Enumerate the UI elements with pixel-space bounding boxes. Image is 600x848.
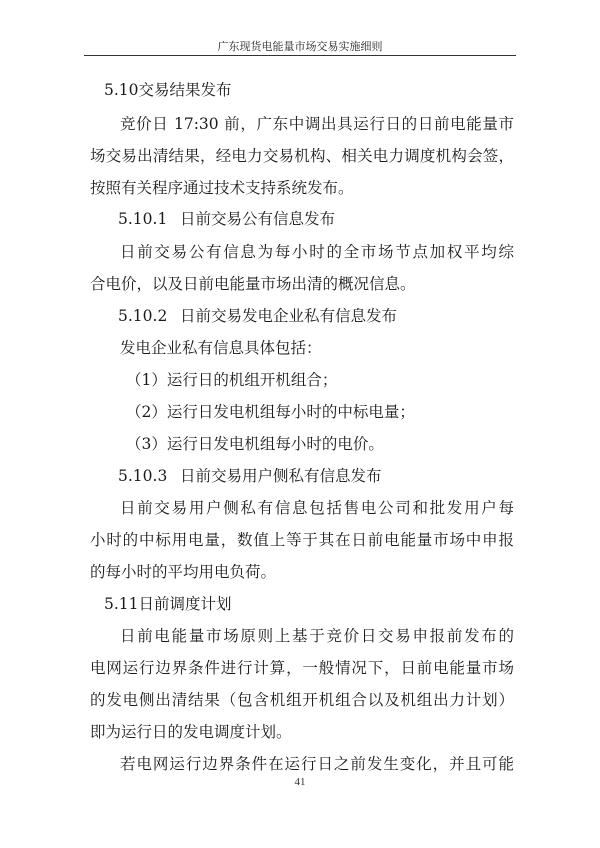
- paragraph-line: 发电企业私有信息具体包括：: [120, 339, 322, 357]
- paragraph-line: 日前交易用户侧私有信息包括售电公司和批发用户每: [120, 499, 514, 517]
- paragraph-line: 场交易出清结果，经电力交易机构、相关电力调度机构会签，: [90, 147, 514, 165]
- paragraph-line: 若电网运行边界条件在运行日之前发生变化，并且可能: [120, 755, 514, 773]
- paragraph-line: 电网运行边界条件进行计算，一般情况下，日前电能量市场: [90, 659, 514, 677]
- subsection-heading-5-10-3: [118, 466, 382, 486]
- header-title: 广东现货电能量市场交易实施细则: [217, 40, 383, 53]
- paragraph-line: 按照有关程序通过技术支持系统发布。: [90, 179, 354, 197]
- subsection-number: 5.10.3: [118, 467, 168, 485]
- subsection-number: 5.10.1: [118, 210, 168, 228]
- paragraph-line: 竞价日 17:30 前，广东中调出具运行日的日前电能量市: [120, 115, 514, 133]
- list-item: （1）运行日的机组开机组合；: [126, 371, 338, 389]
- section-heading-5-11: 5.11日前调度计划: [104, 595, 232, 613]
- paragraph-line: 的每小时的平均用电负荷。: [90, 563, 277, 581]
- subsection-number: 5.10.2: [118, 307, 168, 325]
- subsection-heading-5-10-1: [118, 209, 335, 229]
- subsection-heading-5-10-2: [118, 306, 397, 326]
- list-item: （3）运行日发电机组每小时的电价。: [126, 435, 384, 453]
- subsection-title: 日前交易公有信息发布: [180, 210, 336, 228]
- section-heading-5-10: 5.10交易结果发布: [104, 81, 232, 99]
- subsection-title: 日前交易发电企业私有信息发布: [180, 307, 398, 325]
- paragraph-line: 小时的中标用电量，数值上等于其在日前电能量市场中申报: [90, 531, 514, 549]
- subsection-title: 日前交易用户侧私有信息发布: [180, 467, 382, 485]
- paragraph-line: 日前交易公有信息为每小时的全市场节点加权平均综: [120, 243, 514, 261]
- header-rule: [84, 55, 516, 56]
- paragraph-line: 的发电侧出清结果（包含机组开机组合以及机组出力计划）: [90, 691, 514, 709]
- list-item: （2）运行日发电机组每小时的中标电量；: [126, 403, 415, 421]
- paragraph-line: 即为运行日的发电调度计划。: [90, 723, 292, 741]
- paragraph-line: 合电价，以及日前电能量市场出清的概况信息。: [90, 275, 416, 293]
- page-number: 41: [294, 776, 306, 788]
- paragraph-line: 日前电能量市场原则上基于竞价日交易申报前发布的: [120, 627, 514, 645]
